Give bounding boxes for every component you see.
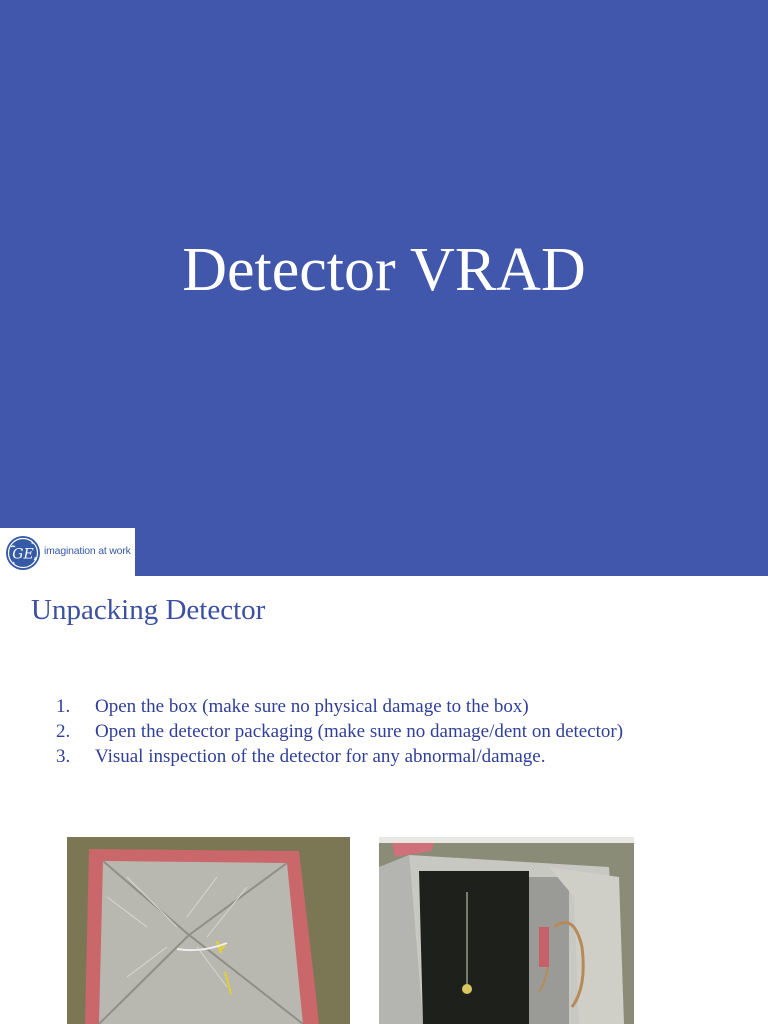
photo-illustration — [379, 837, 634, 1024]
logo-tagline: imagination at work — [44, 545, 131, 557]
ge-logo-icon — [5, 535, 41, 571]
section-title: Unpacking Detector — [31, 594, 266, 626]
svg-text:GE: GE — [12, 546, 34, 563]
step-number: 3. — [56, 746, 71, 767]
step-number: 2. — [56, 721, 71, 742]
photo-illustration — [67, 837, 350, 1024]
photo-detector-packaging-open — [379, 837, 634, 1024]
slide-title: Detector VRAD — [182, 236, 586, 304]
step-text: Visual inspection of the detector for any abnormal/damage. — [95, 746, 546, 767]
step-text: Open the detector packaging (make sure no damage/dent on detector) — [95, 721, 624, 742]
photo-detector-in-box — [67, 837, 350, 1024]
step-text: Open the box (make sure no physical damage to the box) — [95, 696, 529, 717]
step-number: 1. — [56, 696, 71, 717]
